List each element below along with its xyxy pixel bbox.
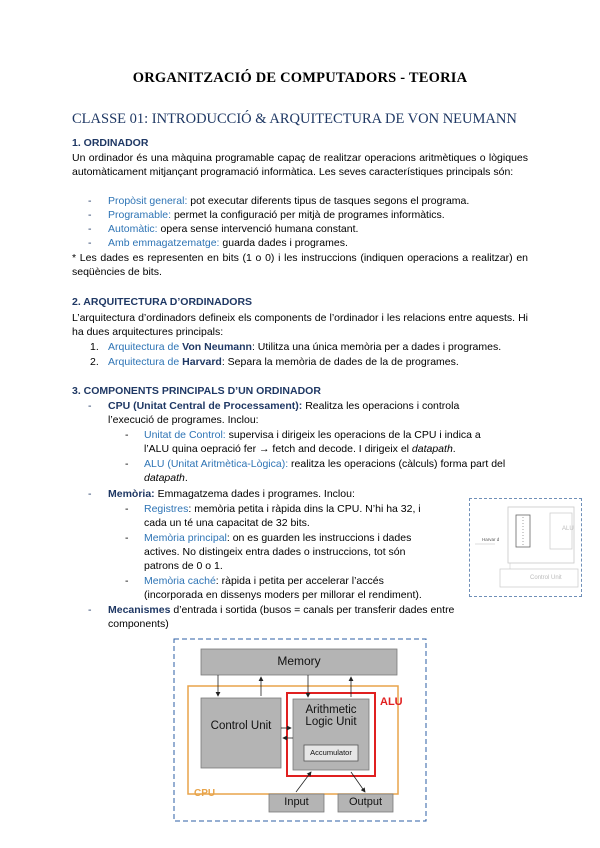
- main-memory-line-2: actives. No distingeix entra dades o instruccions, tot són: [144, 546, 406, 558]
- item-term: Automàtic:: [108, 223, 158, 235]
- item-text: guarda dades i programes.: [219, 237, 348, 249]
- bullet-dash: -: [88, 400, 92, 412]
- item-term: Propòsit general:: [108, 195, 188, 207]
- section-2-heading: 2. ARQUITECTURA D’ORDINADORS: [72, 296, 253, 308]
- alu-line-1: realitza les operacions (càlculs) forma part del: [288, 458, 506, 470]
- main-memory-line-3: patrons de 0 o 1.: [144, 560, 223, 572]
- bullet-dash: -: [125, 458, 129, 470]
- control-unit-box: [201, 698, 281, 768]
- item-number: 1.: [90, 341, 99, 353]
- cpu-line-2: l’execució de programes. Inclou:: [108, 414, 259, 426]
- cache-line-2: (incorporada en dissenys moders per millorar el rendiment).: [144, 589, 422, 601]
- control-unit-line-1: supervisa i dirigeix les operacions de la CPU i indica a: [225, 429, 481, 441]
- memory-term: Memòria:: [108, 488, 155, 500]
- sketch-cu-label: Control Unit: [530, 575, 562, 581]
- section-1-intro: Un ordinador és una màquina programable capaç de realitzar operacions aritmètiques o lògiques automàticament mitjançant programació informàtica. Les seves característiques principals són:: [72, 152, 528, 179]
- harvard-sketch-drawing: [470, 499, 581, 596]
- cache-line-1: : ràpida i petita per accelerar l’accés: [215, 575, 384, 587]
- harvard-sketch: [469, 498, 582, 597]
- architecture-name: Von Neumann: [182, 341, 252, 353]
- item-term: Programable:: [108, 209, 172, 221]
- mechanisms-term: Mecanismes: [108, 604, 171, 616]
- output-label: Output: [348, 796, 383, 808]
- bullet-dash: -: [88, 195, 92, 207]
- section-2-intro: L’arquitectura d’ordinadors defineix els components de l’ordinador i les relacions entre aquests. Hi ha dues arquitectures principals:: [72, 312, 528, 339]
- bullet-dash: -: [88, 488, 92, 500]
- control-unit-label: Control Unit: [210, 720, 272, 732]
- item-prefix: Arquitectura de: [108, 341, 183, 353]
- period: .: [184, 472, 188, 484]
- von-neumann-diagram: [173, 638, 427, 822]
- datapath-term: datapath: [411, 443, 453, 455]
- class-label: CLASSE 01:: [72, 111, 149, 127]
- mechanisms-line-2: components): [108, 618, 169, 630]
- alu-term: ALU (Unitat Aritmètica-Lògica):: [144, 458, 289, 470]
- main-memory-line-1: : on es guarden les instruccions i dades: [226, 532, 412, 544]
- bullet-dash: -: [88, 223, 92, 235]
- registers-line-2: cada un té una capacitat de 32 bits.: [144, 517, 310, 529]
- item-text: : Utilitza una única memòria per a dades i programes.: [251, 341, 502, 353]
- bullet-dash: -: [88, 604, 92, 616]
- section-1-heading: 1. ORDINADOR: [72, 137, 149, 149]
- cache-term: Memòria caché: [144, 575, 216, 587]
- section-1-note: * Les dades es representen en bits (1 o 0) i les instruccions (indiquen operacions a realitzar) en seqüències de bits.: [72, 252, 528, 279]
- bullet-dash: -: [125, 532, 129, 544]
- item-term: Amb emmagatzematge:: [108, 237, 220, 249]
- input-label: Input: [284, 796, 309, 808]
- registers-term: Registres: [144, 503, 189, 515]
- bullet-dash: -: [88, 237, 92, 249]
- class-heading: [72, 111, 517, 128]
- item-text: permet la configuració per mitjà de programes informàtics.: [171, 209, 445, 221]
- sketch-tiny-label: Harvar d: [482, 537, 500, 542]
- document-title: ORGANITZACIÓ DE COMPUTADORS - TEORIA: [132, 70, 468, 86]
- bullet-dash: -: [125, 429, 129, 441]
- cpu-tag: CPU: [194, 788, 216, 799]
- class-title: INTRODUCCIÓ & ARQUITECTURA DE VON NEUMANN: [151, 111, 517, 127]
- item-prefix: Arquitectura de: [108, 356, 183, 368]
- sketch-alu-label: ALU: [562, 526, 574, 532]
- item-text: opera sense intervenció humana constant.: [157, 223, 359, 235]
- architecture-name: Harvard: [182, 356, 222, 368]
- control-unit-term: Unitat de Control:: [144, 429, 226, 441]
- cpu-term: CPU (Unitat Central de Processament):: [108, 400, 303, 412]
- cpu-line-1: Realitza les operacions i controla: [302, 400, 460, 412]
- bullet-dash: -: [125, 575, 129, 587]
- datapath-term: datapath: [144, 472, 185, 484]
- alu-box-label: Arithmetic Logic Unit: [305, 704, 357, 728]
- item-text: : Separa la memòria de dades de la de programes.: [221, 356, 459, 368]
- period: .: [452, 443, 456, 455]
- main-memory-term: Memòria principal: [144, 532, 227, 544]
- control-unit-line-2: l’ALU quina oepració fer → fetch and decode. I dirigeix el: [144, 443, 412, 455]
- section-3-heading: 3. COMPONENTS PRINCIPALS D’UN ORDINADOR: [72, 385, 321, 397]
- bullet-dash: -: [125, 503, 129, 515]
- accumulator-label: Accumulator: [310, 748, 352, 757]
- bullet-dash: -: [88, 209, 92, 221]
- memory-text: Emmagatzema dades i programes. Inclou:: [154, 488, 355, 500]
- alu-tag: ALU: [380, 696, 403, 708]
- registers-line-1: : memòria petita i ràpida dins la CPU. N’hi ha 32, i: [188, 503, 421, 515]
- memory-label: Memory: [277, 654, 321, 668]
- item-text: pot executar diferents tipus de tasques segons el programa.: [187, 195, 470, 207]
- item-number: 2.: [90, 356, 99, 368]
- mechanisms-line-1: d’entrada i sortida (busos = canals per transferir dades entre: [170, 604, 455, 616]
